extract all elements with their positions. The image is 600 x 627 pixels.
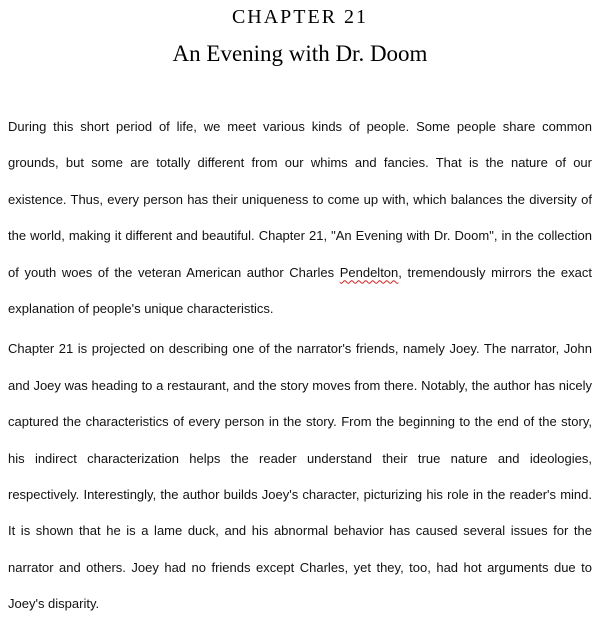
paragraph-1[interactable] xyxy=(8,109,592,327)
chapter-title: An Evening with Dr. Doom xyxy=(172,41,428,66)
paragraph-1-text-after: , tremendously mirrors the exact explanation of people's unique characteristics. xyxy=(8,264,592,317)
chapter-label: CHAPTER 21 xyxy=(231,6,369,28)
paragraph-2[interactable]: Chapter 21 is projected on describing one of the narrator's friends, namely Joey. The narrator, John and Joey was heading to a restaurant, and the story moves from there. Notably, the author has nicely captured the characteristics of every person in the story. From the beginning to the end of the story, his indirect characterization helps the reader understand their true nature and ideologies, respectively. Interestingly, the author builds Joey's character, picturizing his role in the reader's mind. It is shown that he is a lame duck, and his abnormal behavior has caused several issues for the narrator and others. Joey had no friends except Charles, yet they, too, had hot arguments due to Joey's disparity. xyxy=(8,341,592,612)
spellcheck-flagged-word[interactable]: Pendelton xyxy=(339,264,399,280)
paragraph-1-text-before: During this short period of life, we meet various kinds of people. Some people share common grounds, but some are totally different from our whims and fancies. That is the nature of our existence. Thus, every person has their uniqueness to come up with, which balances the diversity of the world, making it different and beautiful. Chapter 21, "An Evening with Dr. Doom", in the collection of youth woes of the veteran American author Charles xyxy=(8,119,592,280)
